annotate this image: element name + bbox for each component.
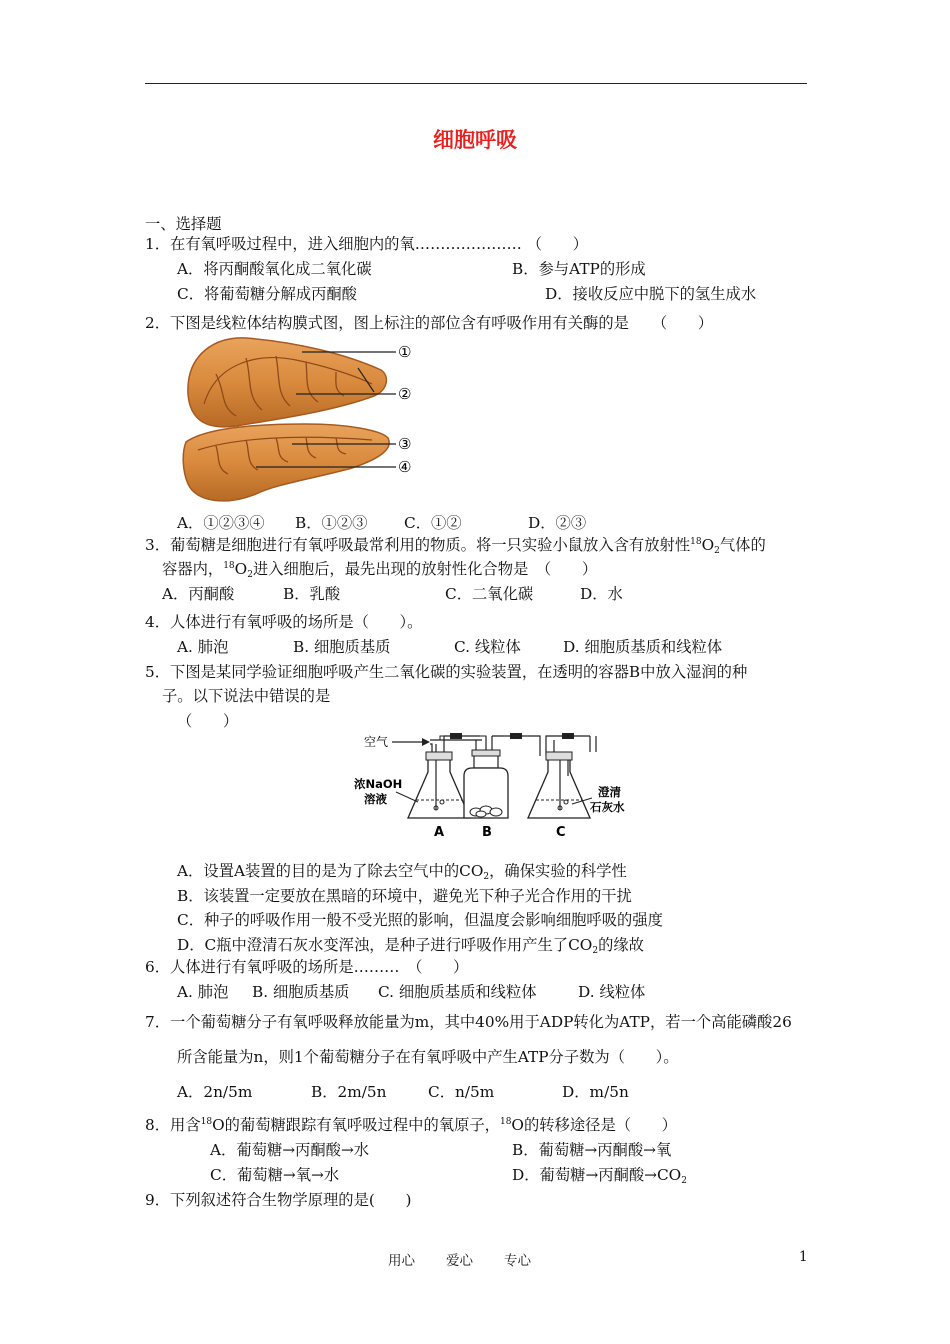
q8-stem: 8．用含$^{18}$O的葡萄糖跟踪有氧呼吸过程中的氧原子，$^{18}$O的转移途径是（ ）	[145, 1116, 677, 1134]
q1-option-a: A．将丙酮酸氧化成二氧化碳	[177, 260, 372, 278]
q3-option-c: C．二氧化碳	[445, 585, 534, 603]
q5-line3: （ ）	[177, 712, 239, 730]
q3-option-d: D．水	[580, 585, 623, 603]
flask-c-label: C	[556, 825, 566, 840]
q5-line2: 子。以下说法中错误的是	[162, 687, 331, 705]
q1-option-c: C．将葡萄糖分解成丙酮酸	[177, 285, 357, 303]
q4-option-a: A. 肺泡	[177, 638, 229, 656]
label-2: ②	[398, 385, 412, 403]
q7-line2: 所含能量为n，则1个葡萄糖分子在有氧呼吸中产生ATP分子数为（ ）。	[177, 1048, 679, 1066]
q3-option-a: A．丙酮酸	[162, 585, 235, 603]
q3-option-b: B．乳酸	[283, 585, 341, 603]
naoh-label-2: 溶液	[364, 792, 387, 806]
q6-option-b: B. 细胞质基质	[252, 983, 350, 1001]
q7-line1: 7．一个葡萄糖分子有氧呼吸释放能量为m，其中40%用于ADP转化为ATP，若一个高能磷酸26	[145, 1013, 792, 1031]
q5-option-b: B．该装置一定要放在黑暗的环境中，避免光下种子光合作用的干扰	[177, 887, 632, 905]
limewater-label-2: 石灰水	[590, 800, 625, 814]
q4-option-c: C. 线粒体	[454, 638, 521, 656]
q3-line2: 容器内，$^{18}O_2$进入细胞后，最先出现的放射性化合物是 （ ）	[162, 560, 598, 580]
q5-option-c: C．种子的呼吸作用一般不受光照的影响，但温度会影响细胞呼吸的强度	[177, 911, 663, 929]
q5-option-d: D．C瓶中澄清石灰水变浑浊，是种子进行呼吸作用产生了$CO_2$的缘故	[177, 936, 644, 956]
section-heading: 一、选择题	[145, 215, 222, 233]
q7-option-d: D．m/5n	[562, 1083, 629, 1101]
q3-line1: 3．葡萄糖是细胞进行有氧呼吸最常利用的物质。将一只实验小鼠放入含有放射性$^{18}O_2$气体的	[145, 536, 766, 556]
q7-option-c: C．n/5m	[428, 1083, 495, 1101]
footer-motto-1: 用心	[388, 1253, 415, 1269]
mitochondrion-figure	[176, 334, 424, 508]
q6-option-d: D. 线粒体	[578, 983, 646, 1001]
q4-stem: 4．人体进行有氧呼吸的场所是（ ）。	[145, 613, 423, 631]
q4-option-b: B. 细胞质基质	[293, 638, 391, 656]
q1-option-b: B．参与ATP的形成	[512, 260, 646, 278]
naoh-label-1: 浓NaOH	[354, 777, 403, 791]
q8-option-c: C．葡萄糖→氧→水	[210, 1166, 340, 1184]
q2-option-a: A．①②③④	[177, 514, 265, 532]
air-label: 空气	[364, 735, 389, 749]
q9-stem: 9．下列叙述符合生物学原理的是( )	[145, 1191, 412, 1209]
q5-option-a: A．设置A装置的目的是为了除去空气中的$CO_2$，确保实验的科学性	[177, 862, 627, 882]
q1-option-d: D．接收反应中脱下的氢生成水	[545, 285, 757, 303]
q2-option-b: B．①②③	[295, 514, 368, 532]
flask-a-label: A	[434, 825, 445, 840]
q8-option-a: A．葡萄糖→丙酮酸→水	[210, 1141, 370, 1159]
q8-option-d: D．葡萄糖→丙酮酸$\to CO_2$	[512, 1166, 687, 1186]
label-1: ①	[398, 343, 412, 361]
q4-option-d: D. 细胞质基质和线粒体	[563, 638, 723, 656]
header-rule	[145, 83, 807, 84]
q6-stem: 6．人体进行有氧呼吸的场所是……… （ ）	[145, 958, 469, 976]
q8-option-b: B．葡萄糖→丙酮酸→氧	[512, 1141, 672, 1159]
q5-line1: 5．下图是某同学验证细胞呼吸产生二氧化碳的实验装置，在透明的容器B中放入湿润的种	[145, 663, 748, 681]
page-number: 1	[799, 1249, 808, 1265]
footer-motto-2: 爱心	[446, 1253, 473, 1269]
label-3: ③	[398, 435, 412, 453]
footer-motto-3: 专心	[504, 1253, 531, 1269]
page-title: 细胞呼吸	[433, 128, 517, 152]
q2-option-c: C．①②	[404, 514, 462, 532]
q6-option-a: A. 肺泡	[177, 983, 229, 1001]
q7-option-a: A．2n/5m	[177, 1083, 253, 1101]
q7-option-b: B．2m/5n	[311, 1083, 387, 1101]
flask-b-label: B	[482, 825, 492, 840]
q1-stem: 1．在有氧呼吸过程中，进入细胞内的氧………………… （ ）	[145, 235, 588, 253]
q2-option-d: D．②③	[528, 514, 587, 532]
q2-stem: 2．下图是线粒体结构膜式图，图上标注的部位含有呼吸作用有关酶的是 （ ）	[145, 314, 714, 332]
q6-option-c: C. 细胞质基质和线粒体	[378, 983, 537, 1001]
limewater-label-1: 澄清	[598, 785, 621, 799]
label-4: ④	[398, 458, 412, 476]
co2-apparatus-figure	[350, 732, 640, 847]
